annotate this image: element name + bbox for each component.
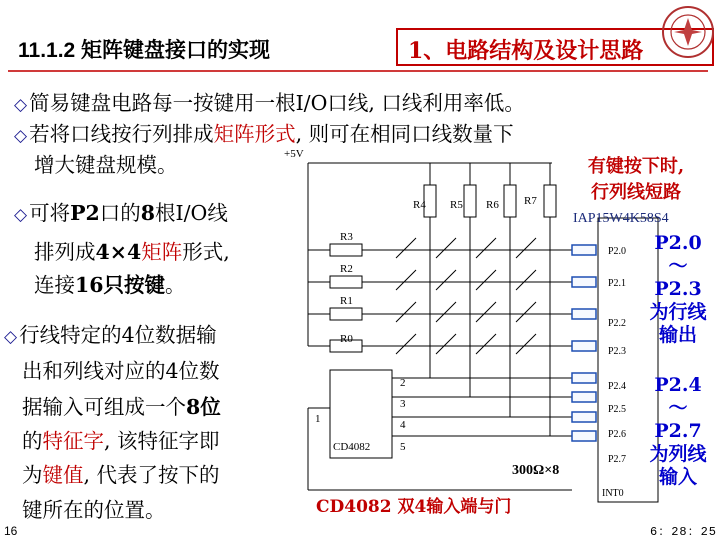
r0-label: R0	[340, 333, 353, 345]
bullet-3-l2-b: 形式,	[182, 240, 230, 264]
gate-output-1: 1	[315, 413, 321, 425]
bullet-4-8bit: 8位	[186, 395, 221, 419]
key-press-note-line-1: 有键按下时,	[587, 156, 685, 177]
pin-int0: INT0	[602, 488, 624, 499]
pin-p20: P2.0	[608, 246, 627, 257]
bullet-3-matrix-size: 4×4	[95, 240, 142, 264]
bullet-4-l5-a: 为	[22, 463, 43, 487]
bullet-3-text-c: 根I/O线	[155, 201, 228, 225]
row-lines-label	[636, 232, 720, 347]
bullet-3-l2-a: 排列成	[34, 240, 96, 264]
row-label-desc: 为行线	[649, 301, 707, 323]
vcc-label: +5V	[284, 148, 304, 160]
col-label-input: 输入	[658, 466, 697, 488]
col-label-tilde: ～	[668, 397, 688, 419]
key-press-note-line-2: 行列线短路	[591, 182, 681, 203]
bullet-4-l3-a: 据输入可组成一个	[22, 395, 186, 419]
r4-label: R4	[413, 199, 426, 211]
pin-p27: P2.7	[608, 454, 627, 465]
row-label-output: 输出	[658, 324, 697, 346]
resistor-array-group	[572, 245, 596, 441]
gate-input-4: 4	[400, 419, 406, 431]
col-label-start: P2.4	[654, 374, 702, 396]
gate-input-3: 3	[400, 398, 406, 410]
gate-input-5: 5	[400, 441, 406, 453]
r2-label: R2	[340, 263, 353, 275]
diamond-bullet-icon: ◇	[14, 126, 28, 146]
resistor-array-label: 300Ω×8	[512, 463, 560, 478]
col-label-desc: 为列线	[649, 443, 707, 465]
chip-label: IAP15W4K58S4	[573, 211, 669, 226]
diamond-bullet-icon: ◇	[14, 205, 28, 225]
diamond-bullet-icon: ◇	[4, 327, 18, 347]
row-resistor-group	[308, 244, 362, 352]
bullet-3-text-a: 可将	[29, 201, 71, 225]
key-press-note	[562, 152, 710, 204]
row-label-tilde: ～	[668, 255, 688, 277]
bullet-4-l5-b: , 代表了按下的	[83, 463, 220, 487]
row-label-start: P2.0	[654, 232, 702, 254]
bullet-3-l3-b: 。	[165, 273, 186, 297]
bullet-4-l2: 出和列线对应的4位数	[22, 359, 220, 383]
pin-p25: P2.5	[608, 404, 627, 415]
diamond-bullet-icon: ◇	[14, 95, 28, 115]
pin-p26: P2.6	[608, 429, 627, 440]
gate-label: CD4082	[333, 441, 371, 453]
section-title: 11.1.2 矩阵键盘接口的实现	[18, 39, 271, 62]
pin-p24: P2.4	[608, 381, 627, 392]
bullet-4-l4-a: 的	[22, 429, 43, 453]
r5-label: R5	[450, 199, 463, 211]
page-number: 16	[4, 524, 18, 538]
pin-p21: P2.1	[608, 278, 627, 289]
row-label-end: P2.3	[654, 278, 702, 300]
bullet-2-highlight: 矩阵形式	[213, 122, 296, 146]
gate-caption: CD4082 双4输入端与门	[316, 497, 512, 517]
bullet-3-keys: 16只按键	[75, 273, 166, 297]
bullet-1-text: 简易键盘电路每一按键用一根I/O口线, 口线利用率低。	[29, 91, 525, 115]
bullet-4-l4-b: , 该特征字即	[104, 429, 220, 453]
r6-label: R6	[486, 199, 499, 211]
clock-time: 6：28：25	[650, 525, 718, 539]
bullet-3-count: 8	[140, 201, 156, 225]
bullet-4-l1: 行线特定的4位数据输	[19, 323, 217, 347]
subtitle: 1、电路结构及设计思路	[408, 38, 644, 64]
pin-p23: P2.3	[608, 346, 627, 357]
bullet-3-port: P2	[70, 201, 100, 225]
bullet-3-matrix: 矩阵	[141, 240, 183, 264]
r7-label: R7	[524, 195, 537, 207]
bullet-4-key-value: 键值	[42, 463, 84, 487]
col-lines-label	[636, 374, 720, 489]
col-label-end: P2.7	[654, 420, 702, 442]
bullet-4-l6: 键所在的位置。	[22, 498, 166, 522]
bullet-2-text-b: , 则可在相同口线数量下	[295, 122, 514, 146]
r1-label: R1	[340, 295, 353, 307]
pin-p22: P2.2	[608, 318, 627, 329]
bullet-3-l3-a: 连接	[34, 273, 75, 297]
bullet-4-feature-word: 特征字	[42, 429, 104, 453]
bullet-2-line-2: 增大键盘规模。	[34, 153, 178, 177]
r3-label: R3	[340, 231, 353, 243]
bullet-3-text-b: 口的	[99, 201, 141, 225]
key-switch-group	[396, 238, 536, 354]
gate-input-2: 2	[400, 377, 406, 389]
bullet-2-text-a: 若将口线按行列排成	[29, 122, 214, 146]
